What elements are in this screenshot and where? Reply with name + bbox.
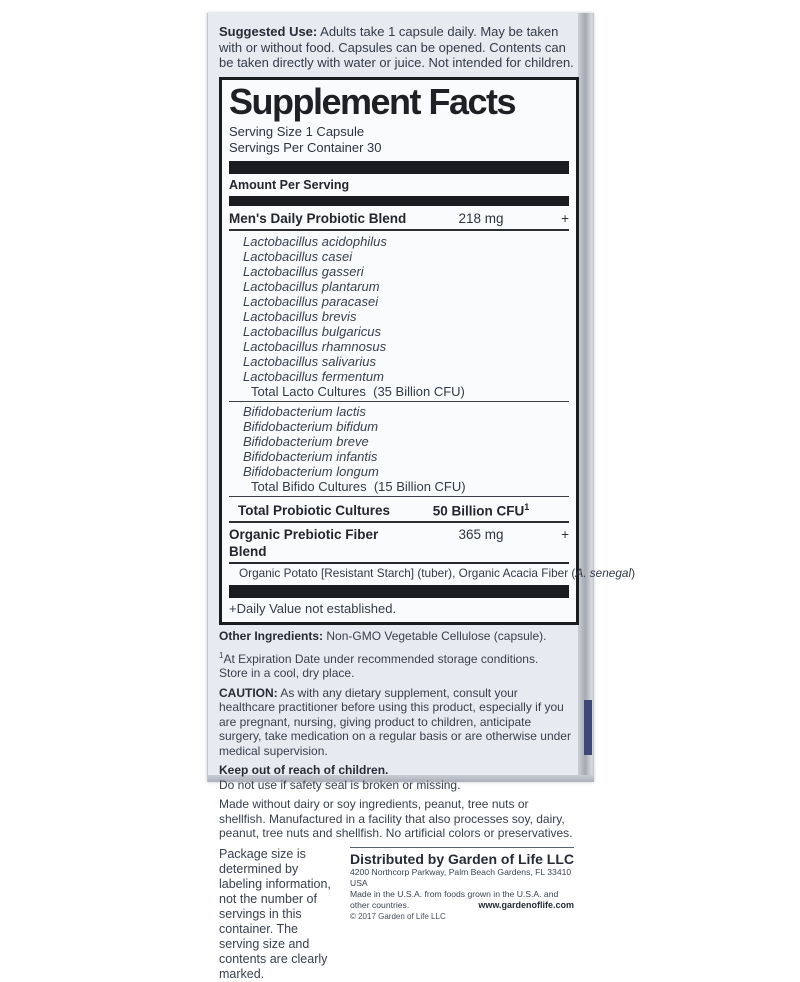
species-item: Lactobacillus paracasei <box>243 293 379 309</box>
species-item: Lactobacillus bulgaricus <box>243 323 382 339</box>
distributor-address: 4200 Northcorp Parkway, Palm Beach Gardens, FL 33410 USA <box>349 866 572 888</box>
total-probiotic-name: Total Probiotic Cultures <box>238 503 391 519</box>
distributor-made2-row <box>350 900 574 911</box>
suggested-use <box>219 24 574 71</box>
divider-bar-top <box>229 161 569 174</box>
daily-value-note: +Daily Value not established. <box>229 601 397 617</box>
species-item: Bifidobacterium bifidum <box>243 418 379 434</box>
blend1-dv: + <box>561 210 569 226</box>
rule-under-blend1 <box>229 229 569 231</box>
total-probiotic-footnote-marker: 1 <box>524 501 530 512</box>
bottom-columns <box>219 847 574 982</box>
species-item: Bifidobacterium infantis <box>243 448 378 464</box>
serving-size: Serving Size 1 Capsule <box>229 123 365 139</box>
blend1-row <box>229 210 569 227</box>
species-item: Lactobacillus gasseri <box>243 263 364 279</box>
other-ingredients-prefix: Other Ingredients: <box>219 629 324 644</box>
keep-out-bold: Keep out of reach of children. <box>219 763 389 778</box>
fiber-blend-dv: + <box>561 527 569 543</box>
blend1-name: Men's Daily Probiotic Blend <box>229 210 407 226</box>
fiber-sub-prefix: Organic Potato [Resistant Starch] (tuber), Organic Acacia Fiber ( <box>239 566 576 581</box>
safety-seal-line: Do not use if safety seal is broken or missing. <box>219 777 461 792</box>
bifido-species-list <box>229 404 569 479</box>
blend1-amount: 218 mg <box>458 210 504 226</box>
expiration-footnote <box>219 649 574 681</box>
distributor-block <box>350 847 574 982</box>
fiber-blend-row <box>229 526 569 560</box>
supplement-facts-title: Supplement Facts <box>229 80 516 122</box>
fiber-sub-suffix: ) <box>631 566 636 581</box>
species-item: Lactobacillus rhamnosus <box>243 338 387 354</box>
footnote-line1: At Expiration Date under recommended storage conditions. <box>223 651 539 666</box>
supplement-label <box>207 13 636 981</box>
bifido-total: Total Bifido Cultures (15 Billion CFU) <box>251 478 466 494</box>
species-item: Bifidobacterium breve <box>243 433 369 449</box>
species-item: Bifidobacterium lactis <box>243 403 366 419</box>
other-ingredients <box>219 629 574 644</box>
rule-under-bifido <box>229 496 569 497</box>
lacto-species-list <box>229 234 569 384</box>
fiber-blend-amount: 365 mg <box>458 527 504 543</box>
fiber-sub-ingredients <box>229 566 636 581</box>
fiber-blend-name: Organic Prebiotic Fiber Blend <box>229 527 379 560</box>
species-item: Lactobacillus brevis <box>243 308 357 324</box>
distributor-website: www.gardenoflife.com <box>478 899 574 910</box>
fiber-sub-species: A. senegal <box>575 566 632 581</box>
rule-under-total-probiotic <box>229 521 569 523</box>
distributor-made1: Made in the U.S.A. from foods grown in the U.S.A. and <box>349 888 559 899</box>
species-item: Lactobacillus fermentum <box>243 368 384 384</box>
species-item: Lactobacillus acidophilus <box>243 233 387 249</box>
suggested-use-text: Adults take 1 capsule daily. May be taken with or without food. Capsules can be opened. Contents can be taken directly with water or juice. Not intended for children. <box>219 24 574 71</box>
servings-per-container: Servings Per Container 30 <box>229 139 382 155</box>
rule-under-lacto <box>229 401 569 402</box>
distributor-copyright: © 2017 Garden of Life LLC <box>349 911 446 921</box>
species-item: Lactobacillus salivarius <box>243 353 376 369</box>
species-item: Bifidobacterium longum <box>243 463 379 479</box>
supplement-facts-box <box>219 77 636 626</box>
keep-out-paragraph <box>219 763 574 792</box>
amount-per-serving: Amount Per Serving <box>229 177 350 192</box>
distributor-title: Distributed by Garden of Life LLC <box>349 850 574 867</box>
caution-paragraph <box>219 686 574 759</box>
total-probiotic-amount <box>415 499 547 520</box>
caution-prefix: CAUTION: <box>219 685 278 700</box>
distributor-made2: other countries. <box>349 899 410 910</box>
suggested-use-prefix: Suggested Use: <box>219 24 318 39</box>
divider-bar-bottom <box>229 585 569 598</box>
package-size-note: Package size is determined by labeling information, not the number of servings in this container. The serving size and contents are clearly marked. <box>219 846 331 981</box>
footnote-line2: Store in a cool, dry place. <box>219 666 355 681</box>
divider-bar-mid <box>229 196 569 206</box>
other-ingredients-text: Non-GMO Vegetable Cellulose (capsule). <box>323 629 547 644</box>
caution-text: As with any dietary supplement, consult your healthcare practitioner before using this product, especially if you are pregnant, nursing, giving product to children, anticipate surgery, take medication on a regular basis or are otherwise under medical supervision. <box>219 685 571 758</box>
lacto-total: Total Lacto Cultures (35 Billion CFU) <box>251 383 465 399</box>
total-probiotic-amount-text: 50 Billion CFU <box>432 503 525 519</box>
species-item: Lactobacillus plantarum <box>243 278 380 294</box>
allergen-paragraph: Made without dairy or soy ingredients, peanut, tree nuts or shellfish. Manufactured in a facility that also processes soy, dairy, peanut, tree nuts and shellfish. No artificial colors or preservatives. <box>219 797 573 841</box>
label-content <box>208 13 636 981</box>
species-item: Lactobacillus casei <box>243 248 353 264</box>
total-probiotic-row <box>229 499 569 520</box>
rule-under-fiber <box>229 562 569 564</box>
footnote-marker: 1 <box>219 650 224 660</box>
